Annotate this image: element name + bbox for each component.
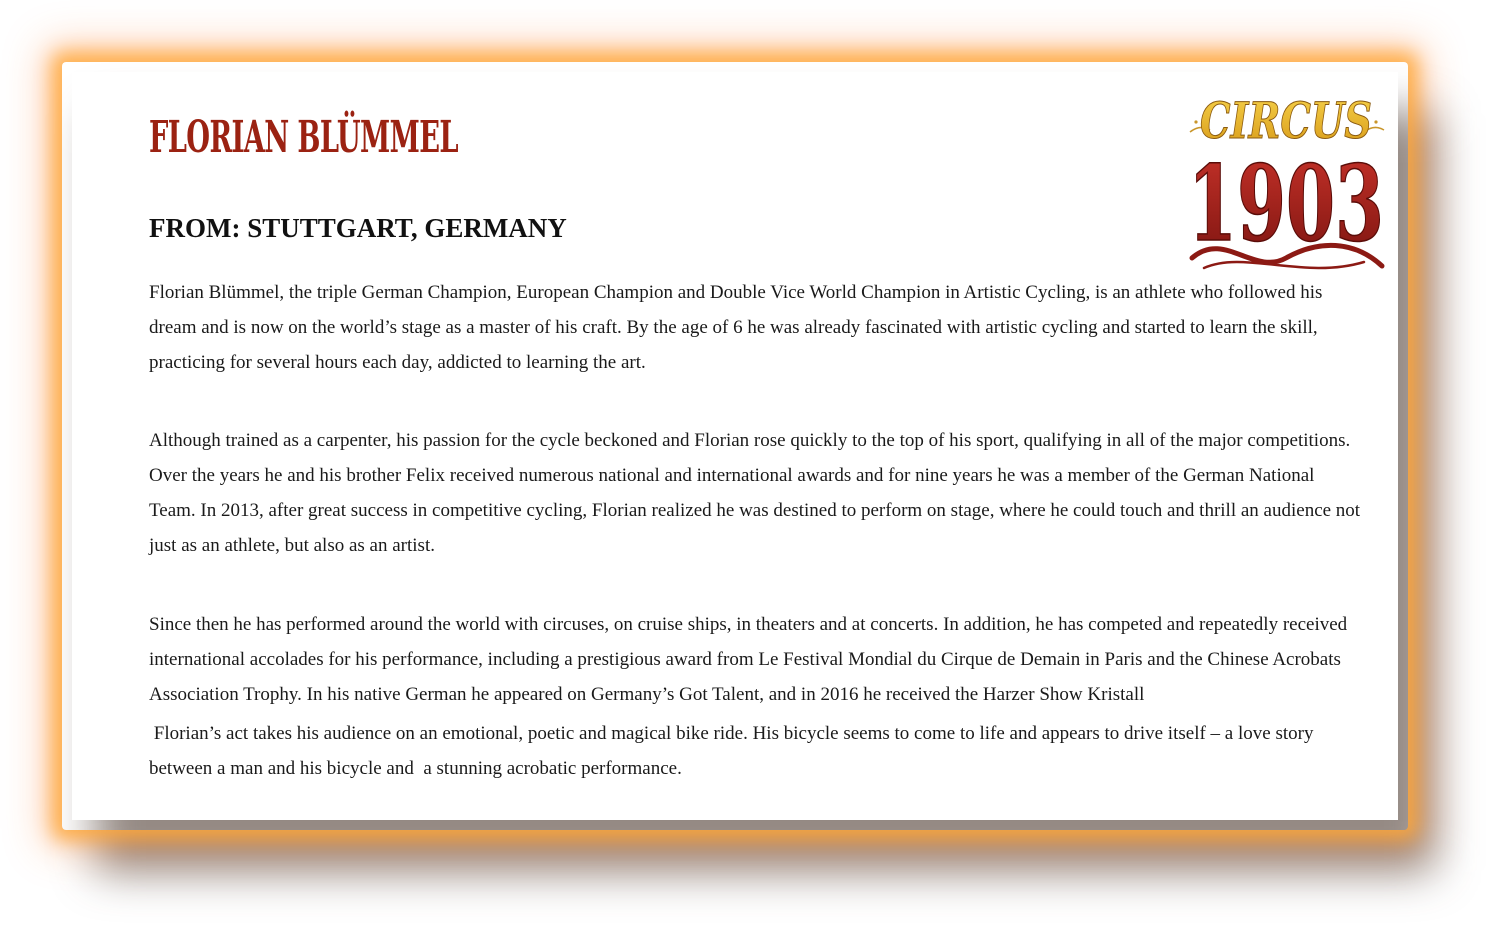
performer-name: FLORIAN BLÜMMEL (149, 112, 458, 163)
bio-paragraph-4: Florian’s act takes his audience on an emotional, poetic and magical bike ride. His bicycle seems to come to life and appears to drive itself – a love story between a man and his bicycle and a stunning acrobatic performance. (149, 723, 1319, 779)
hometown-line: FROM: STUTTGART, GERMANY (149, 213, 567, 243)
logo-year: 1903 (1188, 142, 1384, 265)
circus-1903-logo-graphic (1184, 80, 1389, 280)
logo-word: CIRCUS (1200, 91, 1372, 150)
bio-paragraph-3: Since then he has performed around the world with circuses, on cruise ships, in theaters and at concerts. In addition, he has competed and repeatedly received international accolades for his performance, including a prestigious award from Le Festival Mondial du Cirque de Demain in Paris and the Chinese Acrobats Association Trophy. In his native German he appeared on Germany’s Got Talent, and in 2016 he received the Harzer Show Kristall (149, 614, 1348, 705)
bio-paragraph-2: Although trained as a carpenter, his passion for the cycle beckoned and Florian rose quickly to the top of his sport, qualifying in all of the major competitions. Over the years he and his brother Felix received numerous national and international awards and for nine years he was a member of the German National Team. In 2013, after great success in competitive cycling, Florian realized he was destined to perform on stage, where he could touch and thrill an audience not just as an athlete, but also as an artist. (149, 430, 1361, 556)
circus-1903-logo (1184, 80, 1389, 280)
bio-card (72, 72, 1398, 820)
bio-paragraph-1: Florian Blümmel, the triple German Champion, European Champion and Double Vice World Champion in Artistic Cycling, is an athlete who followed his dream and is now on the world’s stage as a master of his craft. By the age of 6 he was already fascinated with artistic cycling and started to learn the skill, practicing for several hours each day, addicted to learning the art. (149, 282, 1323, 373)
